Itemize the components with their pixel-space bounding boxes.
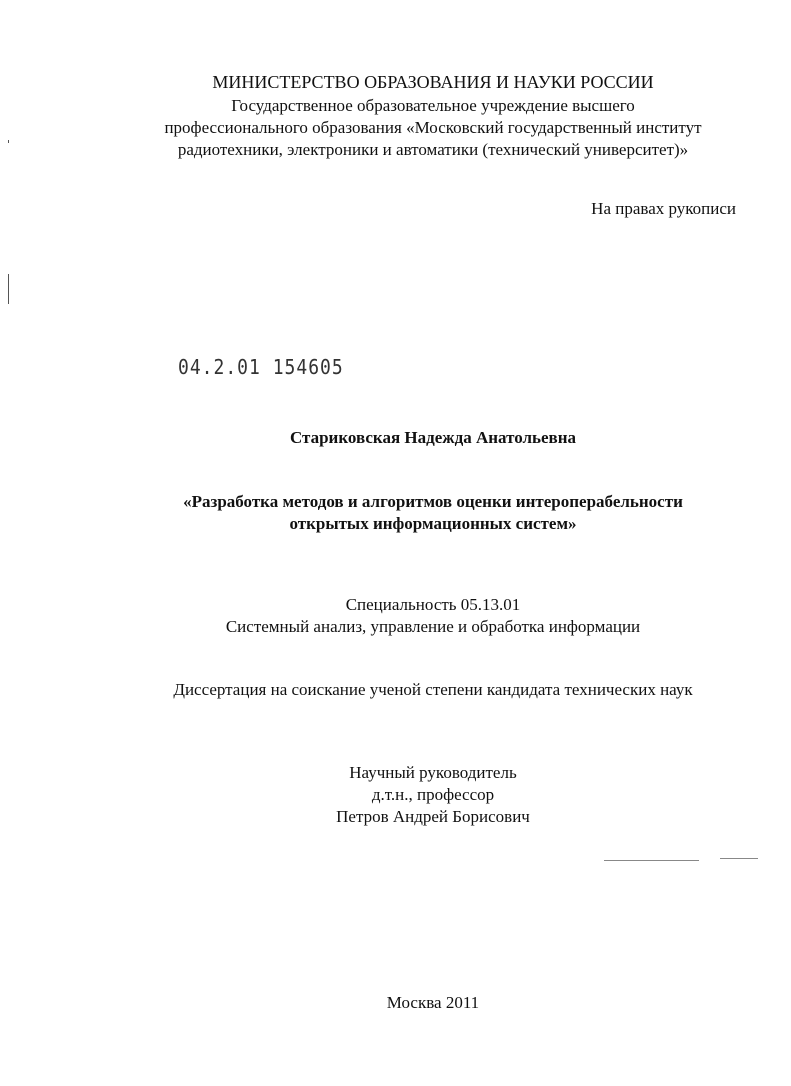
supervisor-name: Петров Андрей Борисович [336, 807, 530, 826]
degree-statement: Диссертация на соискание ученой степени кандидата технических наук [173, 680, 693, 699]
supervisor-role: Научный руководитель [349, 763, 517, 782]
scan-mark-line [604, 860, 699, 861]
institution-line-3: радиотехники, электроники и автоматики (технический университет)» [177, 140, 689, 159]
institution-line-1: Государственное образовательное учреждение высшего [231, 96, 635, 115]
scan-mark-line-2 [720, 858, 758, 859]
dissertation-title-line-1: «Разработка методов и алгоритмов оценки интероперабельности [183, 492, 683, 511]
dissertation-title-line-2: открытых информационных систем» [289, 514, 577, 533]
specialty-name: Системный анализ, управление и обработка информации [225, 617, 641, 636]
supervisor-rank: д.т.н., профессор [371, 785, 495, 804]
author-name: Стариковская Надежда Анатольевна [289, 428, 577, 447]
rights-note: На правах рукописи [591, 199, 736, 218]
scan-mark-left-1 [8, 140, 9, 143]
ministry-heading: МИНИСТЕРСТВО ОБРАЗОВАНИЯ И НАУКИ РОССИИ [212, 72, 654, 92]
scan-mark-left-2 [8, 274, 9, 304]
city-year: Москва 2011 [386, 993, 480, 1012]
specialty-code: Специальность 05.13.01 [345, 595, 521, 614]
stamp-number: 04.2.01 154605 [178, 355, 344, 380]
institution-line-2: профессионального образования «Московский государственный институт [164, 118, 702, 137]
